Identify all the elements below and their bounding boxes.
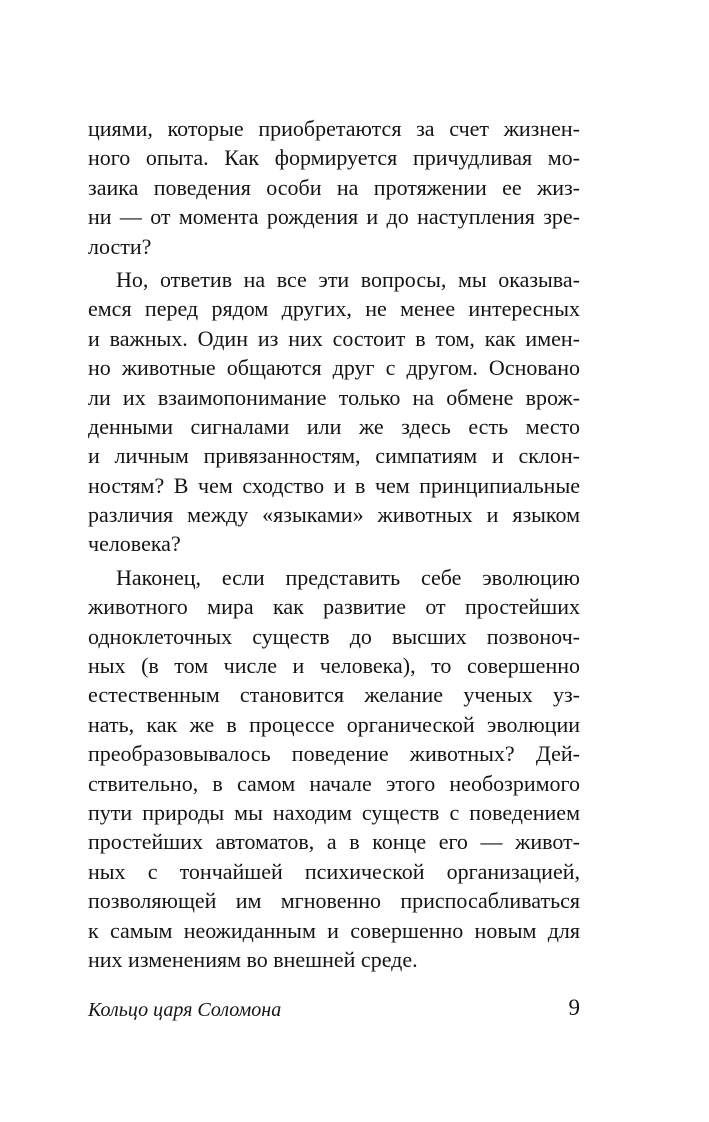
text-line: различия между «языками» животных и языком bbox=[88, 502, 580, 528]
text-line: лости? bbox=[88, 233, 152, 259]
text-line: к самым неожиданным и совершенно новым для bbox=[88, 917, 580, 943]
running-title: Кольцо царя Соломона bbox=[88, 999, 282, 1021]
text-line: циями, которые приобретаются за счет жизнен- bbox=[88, 116, 580, 141]
text-line: ствительно, в самом начале этого необозримого bbox=[88, 770, 580, 796]
text-line: но животные общаются друг с другом. Основано bbox=[88, 355, 580, 381]
text-line: одноклеточных существ до высших позвоноч- bbox=[88, 623, 580, 649]
text-line: позволяющей им мгновенно приспосабливаться bbox=[88, 888, 580, 914]
page-footer bbox=[88, 994, 580, 1026]
text-line: и личным привязанностям, симпатиям и склон- bbox=[88, 443, 580, 469]
text-line: ни — от момента рождения и до наступления зре- bbox=[88, 204, 580, 230]
text-line: человека? bbox=[88, 531, 181, 557]
text-line: ных с тончайшей психической организацией, bbox=[88, 858, 580, 884]
text-line: Но, ответив на все эти вопросы, мы оказыва- bbox=[116, 266, 580, 292]
text-line: ных (в том числе и человека), то совершенно bbox=[88, 653, 580, 679]
text-line: нать, как же в процессе органической эволюции bbox=[88, 711, 580, 737]
paragraph-3 bbox=[88, 563, 580, 974]
text-line: животного мира как развитие от простейших bbox=[88, 594, 580, 620]
text-line: емся перед рядом других, не менее интересных bbox=[88, 296, 580, 322]
page-number: 9 bbox=[568, 995, 580, 1020]
text-line: простейших автоматов, а в конце его — живот- bbox=[88, 829, 580, 855]
text-line: ли их взаимопонимание только на обмене врож- bbox=[88, 384, 580, 410]
text-line: пути природы мы находим существ с поведением bbox=[88, 799, 580, 825]
text-line: преобразовывалось поведение животных? Дей- bbox=[88, 741, 580, 767]
text-line: них изменениям во внешней среде. bbox=[88, 946, 418, 972]
text-line: ного опыта. Как формируется причудливая мо- bbox=[88, 145, 580, 171]
text-line: ностям? В чем сходство и в чем принципиальные bbox=[88, 472, 580, 498]
text-line: Наконец, если представить себе эволюцию bbox=[116, 564, 580, 590]
text-line: заика поведения особи на протяжении ее жиз- bbox=[88, 174, 580, 200]
text-line: естественным становится желание ученых уз- bbox=[88, 682, 580, 708]
text-line: денными сигналами или же здесь есть место bbox=[88, 413, 580, 439]
paragraph-2 bbox=[88, 265, 580, 559]
text-line: и важных. Один из них состоит в том, как имен- bbox=[88, 325, 580, 351]
body-text bbox=[88, 114, 580, 974]
paragraph-1 bbox=[88, 114, 580, 261]
